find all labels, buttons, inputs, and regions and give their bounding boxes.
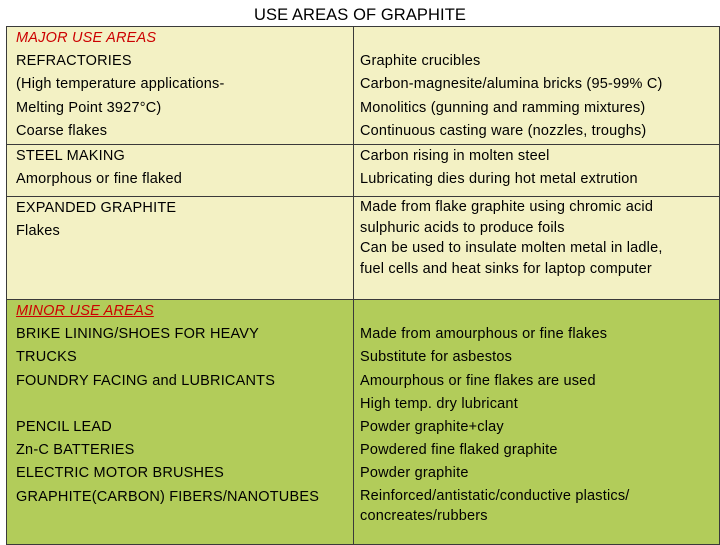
minor-uses-row bbox=[7, 300, 720, 545]
right-line: Made from flake graphite using chromic acid bbox=[360, 199, 654, 215]
page-title: USE AREAS OF GRAPHITE bbox=[253, 6, 467, 24]
right-line: Substitute for asbestos bbox=[360, 349, 513, 366]
right-line: Lubricating dies during hot metal extrution bbox=[360, 171, 638, 188]
expanded-graphite-uses-cell bbox=[354, 197, 720, 300]
refractories-cell bbox=[7, 27, 354, 145]
right-line: Graphite crucibles bbox=[360, 53, 481, 70]
right-line: High temp. dry lubricant bbox=[360, 395, 518, 412]
left-line: BRIKE LINING/SHOES FOR HEAVY bbox=[16, 326, 260, 343]
right-line: Made from amourphous or fine flakes bbox=[360, 326, 608, 343]
left-line: ELECTRIC MOTOR BRUSHES bbox=[16, 465, 224, 482]
graphite-uses-table bbox=[6, 26, 720, 545]
minor-heading: MINOR USE AREAS bbox=[16, 303, 154, 319]
right-line: Powder graphite+clay bbox=[360, 418, 504, 435]
left-line: PENCIL LEAD bbox=[16, 418, 112, 435]
right-line: concreates/rubbers bbox=[360, 507, 488, 524]
right-line: Powder graphite bbox=[360, 465, 469, 482]
right-line: Monolitics (gunning and ramming mixtures) bbox=[360, 99, 646, 116]
expanded-graphite-cell bbox=[7, 197, 354, 300]
minor-uses-cell bbox=[7, 300, 354, 545]
steel-making-uses-cell bbox=[354, 145, 720, 197]
left-line: (High temperature applications- bbox=[16, 76, 225, 93]
left-line: EXPANDED GRAPHITE bbox=[16, 200, 177, 216]
left-line: STEEL MAKING bbox=[16, 148, 126, 164]
left-line: Amorphous or fine flaked bbox=[16, 171, 182, 188]
steel-making-cell bbox=[7, 145, 354, 197]
right-line: Reinforced/antistatic/conductive plastics/ bbox=[360, 487, 630, 504]
left-line: Flakes bbox=[16, 223, 60, 240]
left-line: Zn-C BATTERIES bbox=[16, 442, 135, 459]
left-line: FOUNDRY FACING and LUBRICANTS bbox=[16, 372, 276, 389]
left-line: TRUCKS bbox=[16, 349, 77, 366]
left-line bbox=[7, 393, 353, 416]
right-line: sulphuric acids to produce foils bbox=[360, 219, 565, 236]
refractories-row bbox=[7, 27, 720, 145]
right-line: Can be used to insulate molten metal in ladle, bbox=[360, 240, 663, 256]
left-line: Melting Point 3927°C) bbox=[16, 99, 162, 116]
left-line: Coarse flakes bbox=[16, 122, 108, 139]
right-line: Powdered fine flaked graphite bbox=[360, 442, 558, 459]
refractories-uses-cell bbox=[354, 27, 720, 145]
right-line: Carbon-magnesite/alumina bricks (95-99% C) bbox=[360, 76, 663, 93]
right-line: Amourphous or fine flakes are used bbox=[360, 372, 596, 389]
right-line: fuel cells and heat sinks for laptop computer bbox=[360, 260, 652, 277]
right-line: Carbon rising in molten steel bbox=[360, 148, 550, 164]
steel-making-row bbox=[7, 145, 720, 197]
left-line: GRAPHITE(CARBON) FIBERS/NANOTUBES bbox=[16, 488, 320, 505]
minor-uses-details-cell bbox=[354, 300, 720, 545]
right-line: Continuous casting ware (nozzles, troughs) bbox=[360, 122, 647, 139]
major-heading: MAJOR USE AREAS bbox=[16, 30, 157, 46]
left-line: REFRACTORIES bbox=[16, 53, 132, 70]
expanded-graphite-row bbox=[7, 197, 720, 300]
